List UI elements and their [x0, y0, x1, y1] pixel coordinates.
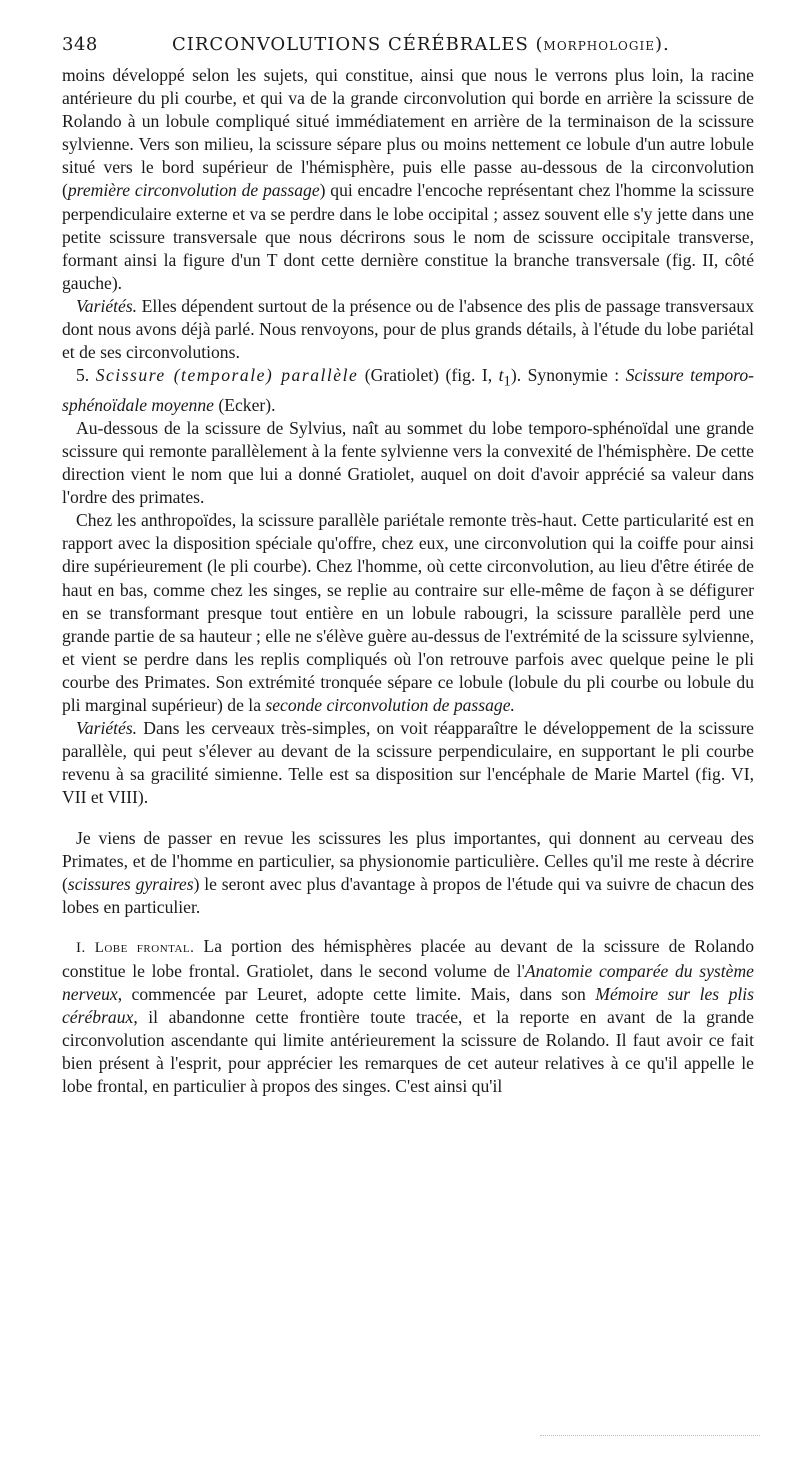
paragraph-2: [62, 295, 754, 364]
paragraph-7-text-b: ) le seront avec plus d'avantage à propos de l'étude qui va suivre de chacun des lobes en particulier.: [62, 873, 754, 917]
paragraph-6-text: Dans les cerveaux très-simples, on voit réapparaître le développement de la scissure parallèle, qui peut s'élever au devant de la scissure perpendiculaire, en supportant le pli courbe revenu à sa gracilité simienne. Telle est sa disposition sur l'encéphale de Marie Martel (fig. VI, VII et VIII).: [62, 718, 754, 808]
paragraph-1: [62, 64, 754, 295]
paragraph-8: [62, 935, 754, 1099]
section-title: Scissure (temporale) parallèle: [95, 365, 359, 386]
lobe-frontal-label: I. Lobe frontal.: [76, 939, 195, 956]
paragraph-8-text-b: , commencée par Leuret, adopte cette limite. Mais, dans son: [117, 984, 596, 1005]
varietes-label: Variétés.: [76, 295, 138, 316]
section-figure-sub: 1: [503, 373, 511, 390]
section-figure-ref: t: [498, 365, 504, 386]
synonym-italic: Scissure temporo-sphénoïdale moyenne: [62, 365, 755, 415]
paragraph-7: [62, 827, 754, 919]
paragraph-5-text: Chez les anthropoïdes, la scissure parallèle pariétale remonte très-haut. Cette particularité est en rapport avec la disposition spéciale qu'offre, chez eux, une circonvolution qui la coiffe pour ainsi dire supérieurement (le pli courbe). Chez l'homme, où cette circonvolution, au lieu d'être étirée de haut en bas, comme chez les singes, se replie au contraire sur elle-même de façon à se défigurer en se transformant presque tout entière en un lobule rabougri, la scissure parallèle perd une grande partie de sa hauteur ; elle ne s'élève guère au-dessus de l'extrémité de la scissure sylvienne, et vient se perdre dans les replis compliqués où l'on retrouve parfois avec quelque peine le pli courbe des Primates. Son extrémité tronquée sépare ce lobule (lobule du pli courbe ou lobule du pli marginal supérieur) de la: [62, 510, 754, 716]
running-title-end: ).: [654, 34, 670, 55]
paragraph-5-italic: seconde circonvolution de passage.: [265, 695, 515, 716]
section-gap: [62, 810, 754, 827]
body-text: [62, 64, 754, 1099]
paragraph-8-text-a: La portion des hémisphères placée au devant de la scissure de Rolando constitue le lobe frontal. Gratiolet, dans le second volume de l': [62, 935, 754, 981]
section-number: 5.: [76, 365, 96, 386]
running-title: [172, 34, 670, 55]
running-title-small: MORPHOLOGIE: [543, 39, 655, 53]
paragraph-8-text-c: , il abandonne cette frontière toute tracée, et la reporte en avant de la grande circonvolution ascendante qui limite antérieurement la scissure de Rolando. Il faut avoir ce fait bien présent à l'esprit, pour apprécier les remarques de cet auteur relatives à ce qu'il appelle le lobe frontal, en particulier à propos des singes. C'est ainsi qu'il: [62, 1007, 754, 1097]
paragraph-7-italic: scissures gyraires: [67, 873, 194, 894]
section-heading-text-b: ). Synonymie :: [510, 365, 626, 386]
running-header: [62, 30, 752, 60]
paragraph-5: [62, 509, 754, 717]
paragraph-4: Au-dessous de la scissure de Sylvius, naît au sommet du lobe temporo-sphénoïdal une grande scissure qui remonte parallèlement à la fente sylvienne vers la convexité de l'hémisphère. De cette direction vient le nom que lui a donné Gratiolet, auquel on doit d'avoir apprécié sa valeur dans l'ordre des primates.: [62, 417, 754, 508]
paragraph-8-italic-1: Anatomie comparée du système nerveux: [62, 960, 754, 1005]
paragraph-6: [62, 717, 754, 809]
paragraph-1-italic: première circonvolution de passage: [67, 180, 320, 201]
paragraph-8-italic-2: Mémoire sur les plis cérébraux: [62, 984, 754, 1028]
paragraph-7-text-a: Je viens de passer en revue les scissures les plus importantes, qui donnent au cerveau des Primates, et de l'homme en particulier, sa physionomie particulière. Celles qu'il me reste à décrire (: [62, 827, 754, 894]
section-heading-text-a: (Gratiolet) (fig. I,: [358, 365, 499, 386]
varietes-label-2: Variétés.: [76, 718, 138, 739]
section-heading-text-c: (Ecker).: [213, 394, 276, 415]
paragraph-2-text: Elles dépendent surtout de la présence ou de l'absence des plis de passage transversaux dont nous avons déjà parlé. Nous renvoyons, pour de plus grands détails, à l'étude du lobe pariétal et de ses circonvolutions.: [62, 295, 754, 363]
paragraph-1-text: moins développé selon les sujets, qui constitue, ainsi que nous le verrons plus loin, la racine antérieure du pli courbe, et qui va de la grande circonvolution qui borde en arrière la scissure de Rolando à un lobule compliqué situé immédiatement en arrière de la terminaison de la scissure sylvienne. Vers son milieu, la scissure sépare plus ou moins nettement ce lobule d'un autre lobule situé vers le bord supérieur de l'hémisphère, puis elle passe au-dessous de la circonvolution (: [62, 65, 754, 201]
paragraph-1-end: ) qui encadre l'encoche représentant chez l'homme la scissure perpendiculaire externe et va se perdre dans le lobe occipital ; assez souvent elle s'y jette dans une petite scissure transversale que nous décrirons sous le nom de scissure occipitale transverse, formant ainsi la figure d'un T dont cette dernière constitue la branche transversale (fig. II, côté gauche).: [62, 180, 755, 293]
section-gap-2: [62, 919, 754, 935]
page-number: 348: [62, 34, 98, 55]
bleed-through-mark: [540, 1435, 760, 1442]
running-title-main: CIRCONVOLUTIONS CÉRÉBRALES (: [172, 34, 544, 55]
section-heading-5: [62, 364, 754, 417]
